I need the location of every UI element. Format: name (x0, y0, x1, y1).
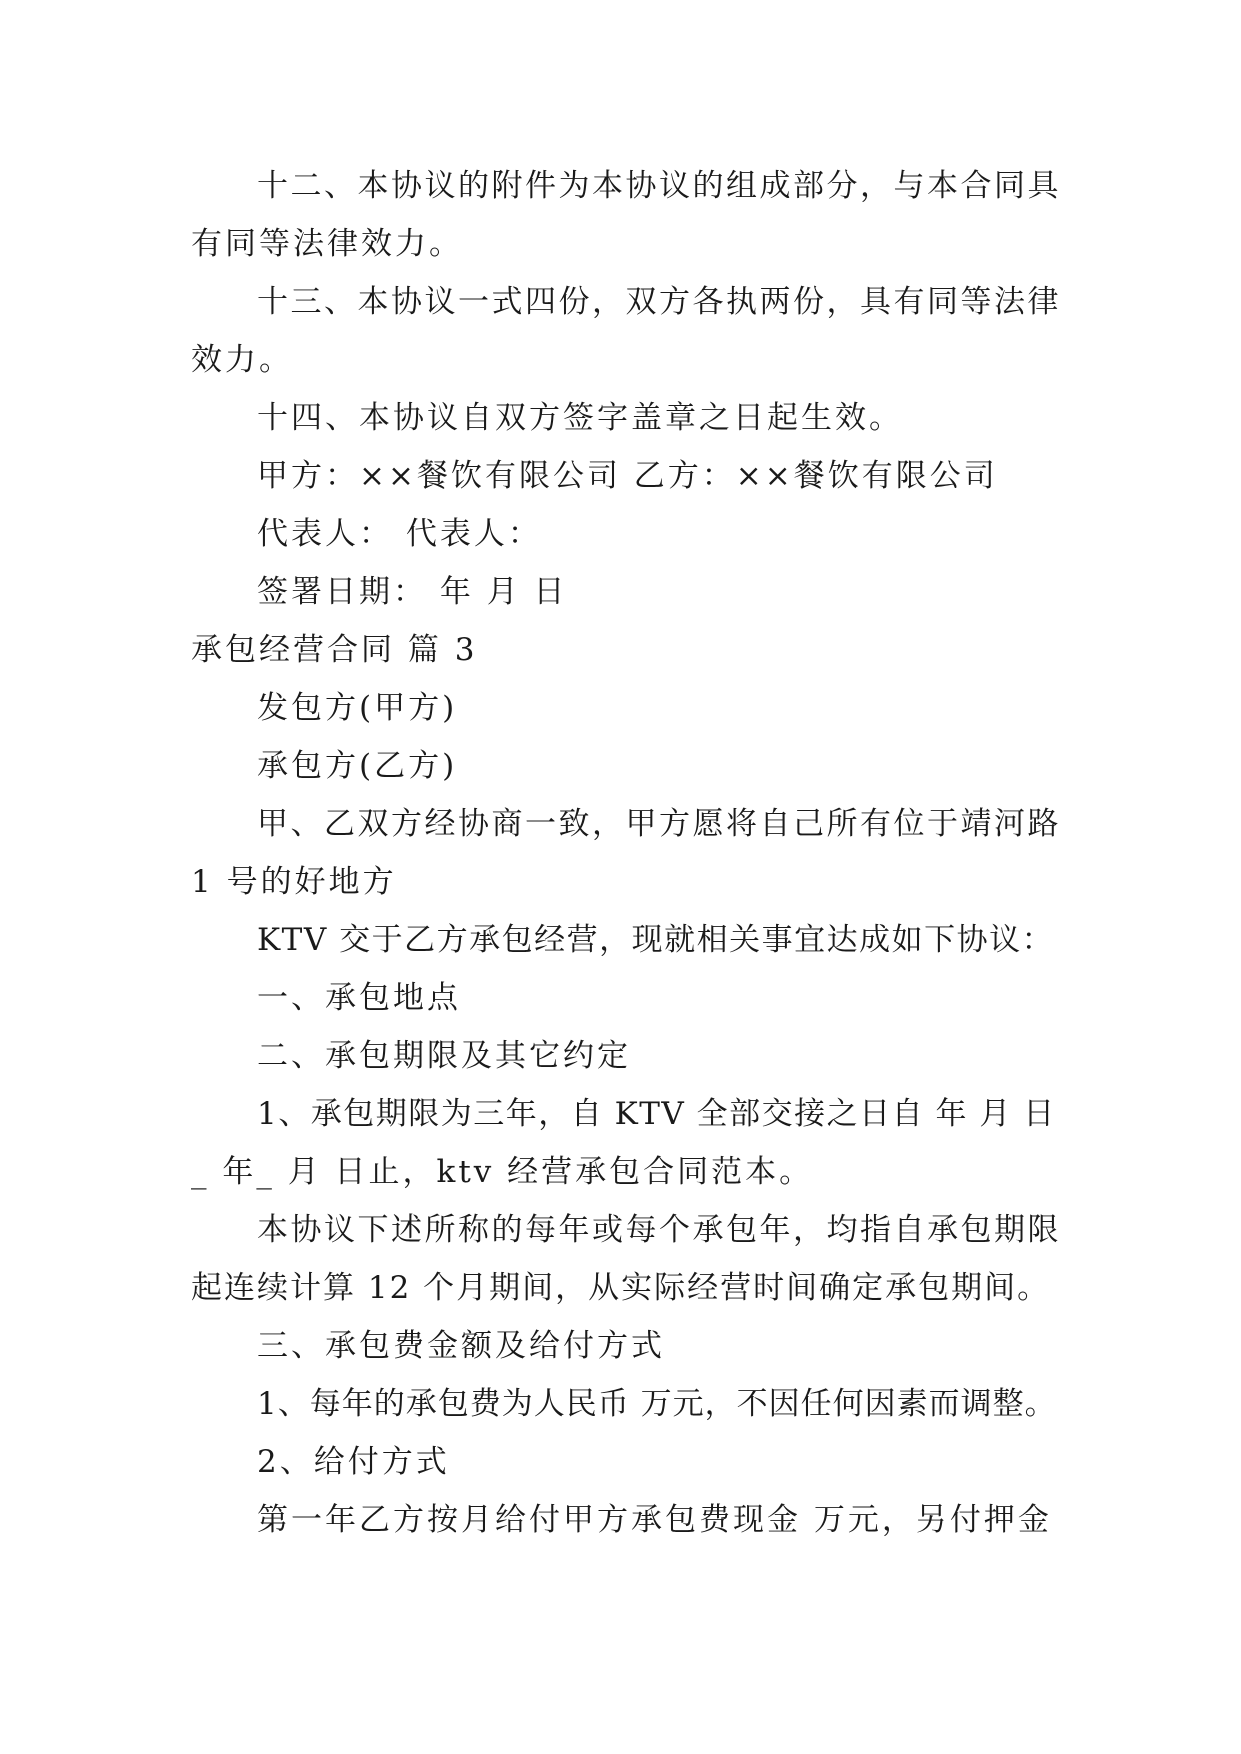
paragraph-line: 十四、本协议自双方签字盖章之日起生效。 (257, 400, 903, 436)
signing-date-line: 签署日期： 年 月 日 (257, 574, 568, 610)
paragraph-line: 第一年乙方按月给付甲方承包费现金 万元，另付押金 (257, 1502, 1052, 1538)
paragraph-line: 1、每年的承包费为人民币 万元，不因任何因素而调整。 (257, 1386, 1057, 1422)
representative-line: 代表人： 代表人： (257, 516, 542, 552)
paragraph-line: 一、承包地点 (257, 980, 461, 1016)
paragraph-line: 十二、本协议的附件为本协议的组成部分，与本合同具 (257, 168, 1061, 204)
paragraph-line: KTV 交于乙方承包经营，现就相关事宜达成如下协议： (257, 922, 1055, 958)
signature-parties-line: 甲方：××餐饮有限公司 乙方：××餐饮有限公司 (257, 458, 998, 494)
paragraph-line: 效力。 (191, 342, 293, 378)
paragraph-line: 三、承包费金额及给付方式 (257, 1328, 665, 1364)
paragraph-line: 2、给付方式 (257, 1444, 450, 1480)
paragraph-line: _ 年_ 月 日止，ktv 经营承包合同范本。 (191, 1154, 814, 1190)
paragraph-line: 甲、乙双方经协商一致，甲方愿将自己所有位于靖河路 (257, 806, 1061, 842)
paragraph-line: 有同等法律效力。 (191, 226, 463, 262)
paragraph-line: 承包方(乙方) (257, 748, 458, 784)
paragraph-line: 起连续计算 12 个月期间，从实际经营时间确定承包期间。 (191, 1270, 1051, 1306)
paragraph-line: 十三、本协议一式四份，双方各执两份，具有同等法律 (257, 284, 1061, 320)
paragraph-line: 二、承包期限及其它约定 (257, 1038, 631, 1074)
paragraph-line: 本协议下述所称的每年或每个承包年，均指自承包期限 (257, 1212, 1061, 1248)
paragraph-line: 1 号的好地方 (191, 864, 397, 900)
paragraph-line: 1、承包期限为三年，自 KTV 全部交接之日自 年 月 日 (257, 1096, 1056, 1132)
section-heading: 承包经营合同 篇 3 (191, 632, 478, 668)
paragraph-line: 发包方(甲方) (257, 690, 458, 726)
